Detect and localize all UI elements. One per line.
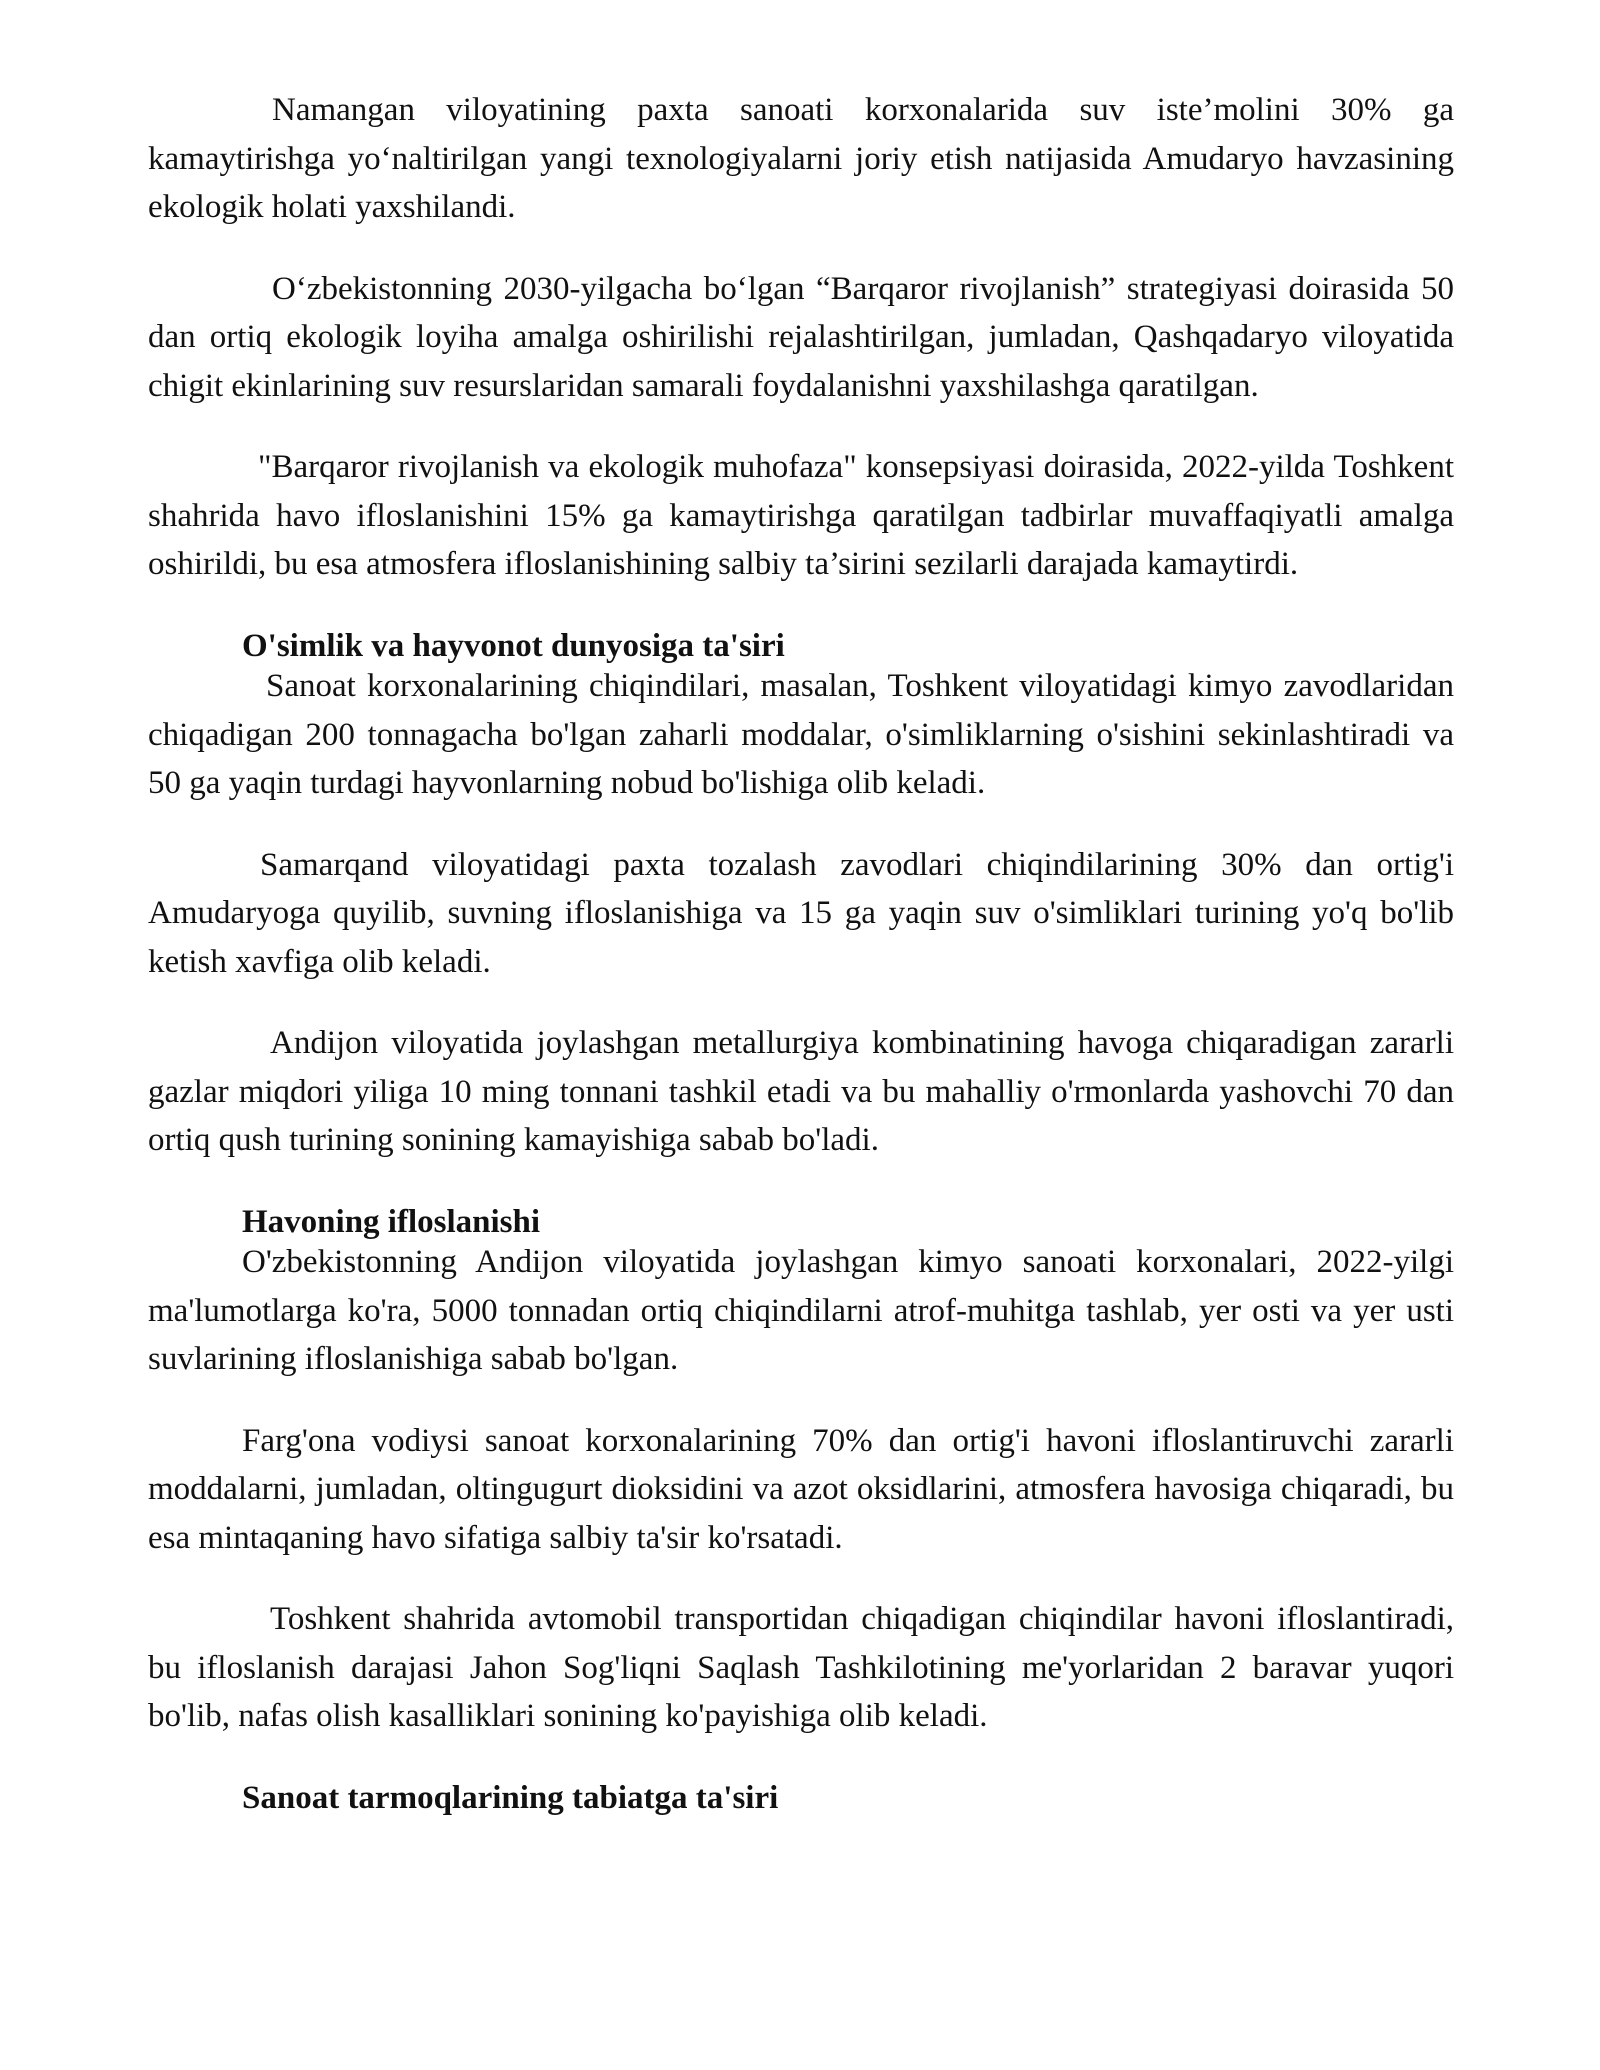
paragraph-toxic-waste: Sanoat korxonalarining chiqindilari, masalan, Toshkent viloyatidagi kimyo zavodlaridan chiqadigan 200 tonnagacha bo'lgan zaharli moddalar, o'simliklarning o'sishini sekinlashtiradi va 50 ga yaqin turdagi hayvonlarning nobud bo'lishiga olib keladi.	[148, 668, 1454, 801]
paragraph-andijon-chemical: O'zbekistonning Andijon viloyatida joylashgan kimyo sanoati korxonalari, 2022-yilgi ma'lumotlarga ko'ra, 5000 tonnadan ortiq chiqindilarni atrof-muhitga tashlab, yer osti va yer usti suvlarining ifloslanishiga sabab bo'lgan.	[148, 1244, 1454, 1377]
document-page	[148, 86, 1454, 1814]
paragraph-strategy-2030: O‘zbekistonning 2030-yilgacha bo‘lgan “Barqaror rivojlanish” strategiyasi doirasida 50 dan ortiq ekologik loyiha amalga oshirilishi rejalashtirilgan, jumladan, Qashqadaryo viloyatida chigit ekinlarining suv resurslaridan samarali foydalanishni yaxshilashga qaratilgan.	[148, 270, 1454, 404]
paragraph-toshkent-transport: Toshkent shahrida avtomobil transportidan chiqadigan chiqindilar havoni ifloslantiradi, bu ifloslanish darajasi Jahon Sog'liqni Saqlash Tashkilotining me'yorlaridan 2 baravar yuqori bo'lib, nafas olish kasalliklari sonining ko'payishiga olib keladi.	[148, 1601, 1454, 1734]
paragraph-andijon-metallurgy: Andijon viloyatida joylashgan metallurgiya kombinatining havoga chiqaradigan zararli gazlar miqdori yiliga 10 ming tonnani tashkil etadi va bu mahalliy o'rmonlarda yashovchi 70 dan ortiq qush turining sonining kamayishiga sabab bo'ladi.	[148, 1025, 1454, 1158]
paragraph-toshkent-air: "Barqaror rivojlanish va ekologik muhofaza" konsepsiyasi doirasida, 2022-yilda Toshkent shahrida havo ifloslanishini 15% ga kamaytirishga qaratilgan tadbirlar muvaffaqiyatli amalga oshirildi, bu esa atmosfera ifloslanishining salbiy ta’sirini sezilarli darajada kamaytirdi.	[148, 449, 1454, 582]
section-heading-industry-nature: Sanoat tarmoqlarining tabiatga ta'siri	[242, 1779, 779, 1816]
paragraph-fargona: Farg'ona vodiysi sanoat korxonalarining 70% dan ortig'i havoni ifloslantiruvchi zararli moddalarni, jumladan, oltingugurt dioksidini va azot oksidlarini, atmosfera havosiga chiqaradi, bu esa mintaqaning havo sifatiga salbiy ta'sir ko'rsatadi.	[148, 1422, 1454, 1556]
paragraph-samarqand: Samarqand viloyatidagi paxta tozalash zavodlari chiqindilarining 30% dan ortig'i Amudaryoga quyilib, suvning ifloslanishiga va 15 ga yaqin suv o'simliklari turining yo'q bo'lib ketish xavfiga olib keladi.	[148, 846, 1454, 980]
section-heading-air-pollution: Havoning ifloslanishi	[242, 1203, 541, 1240]
section-heading-flora-fauna: O'simlik va hayvonot dunyosiga ta'siri	[242, 627, 785, 664]
paragraph-namangan: Namangan viloyatining paxta sanoati korxonalarida suv iste’molini 30% ga kamaytirishga yo‘naltirilgan yangi texnologiyalarni joriy etish natijasida Amudaryo havzasining ekologik holati yaxshilandi.	[148, 92, 1454, 225]
